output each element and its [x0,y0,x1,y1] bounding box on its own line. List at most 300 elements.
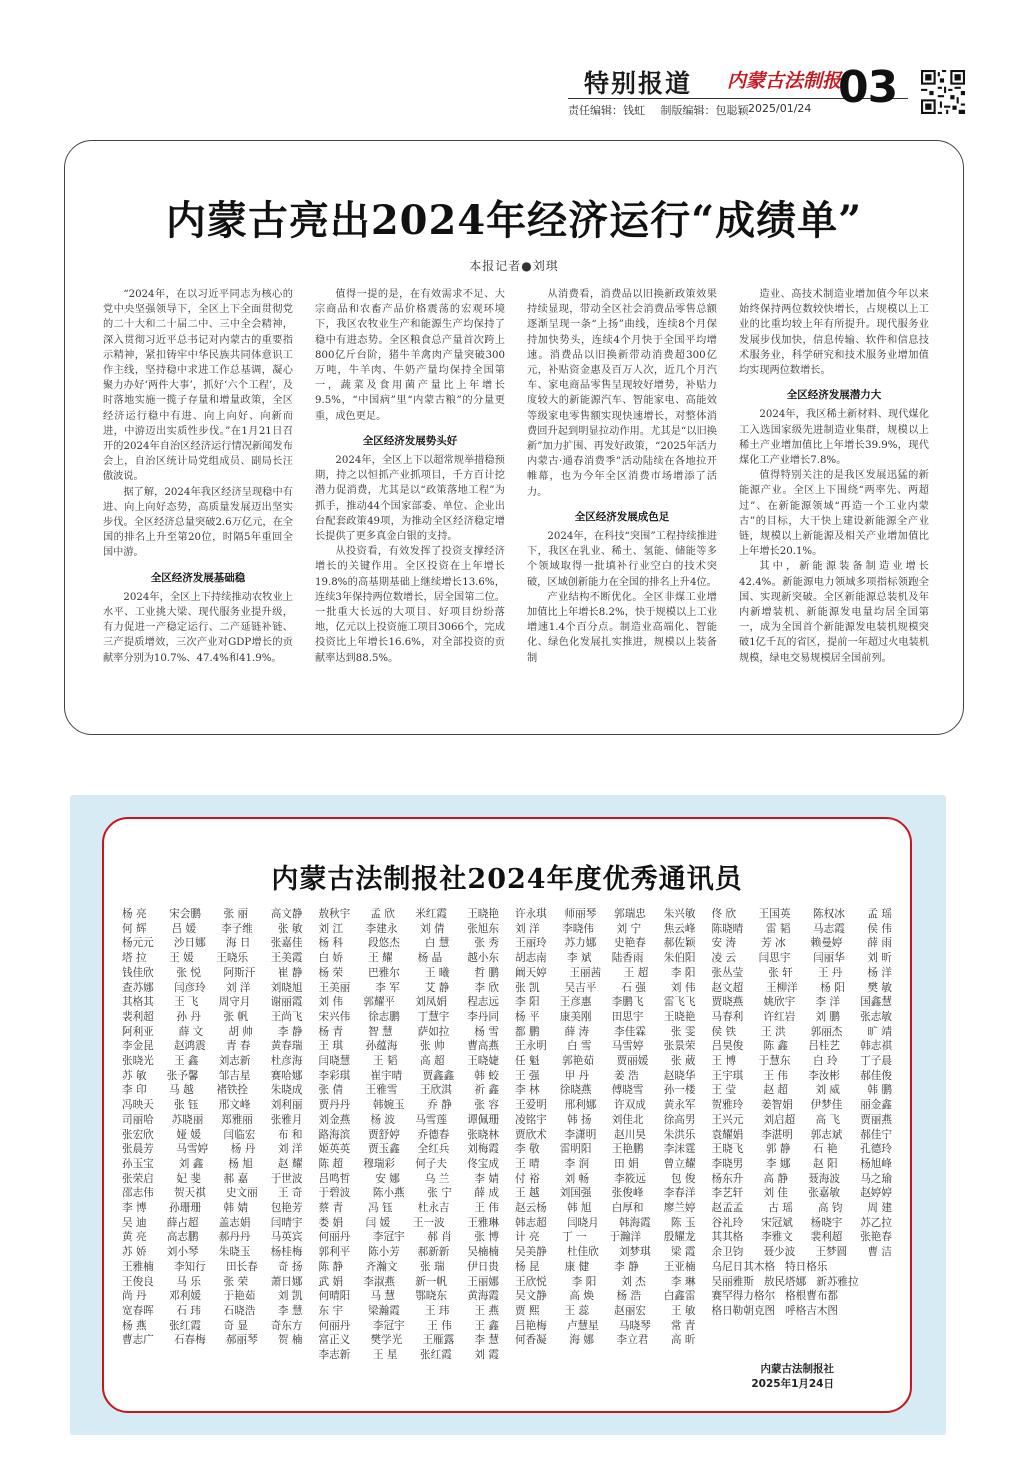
name-row [515,907,696,922]
correspondent-name: 张 雯 [670,1025,696,1038]
correspondent-name: 李冠宇 [372,1319,405,1332]
correspondent-name: 乔 静 [427,1099,452,1112]
correspondent-name: 石 艳 [813,1143,838,1156]
correspondent-name: 赵丽宏 [614,1304,646,1317]
correspondent-name: 刘 畅 [564,1172,590,1185]
page-masthead [0,0,1024,130]
name-row [712,1010,893,1025]
name-row [515,922,696,937]
name-row [319,936,500,951]
name-row [122,936,303,951]
correspondent-name: 于慧东 [758,1055,791,1068]
correspondent-name: 王丽玲 [515,937,547,950]
name-row [319,1245,500,1260]
name-row [712,966,893,981]
correspondent-name: 李丹同 [467,1010,499,1023]
name-row [319,1113,500,1128]
correspondent-name: 田长春 [225,1260,258,1273]
correspondent-name: 马志霞 [813,922,845,935]
correspondent-name: 王国英 [758,908,791,920]
article-column [527,287,717,717]
correspondent-name: 裴利超 [122,1010,154,1023]
correspondent-name: 赵晓华 [663,1069,696,1082]
name-row [319,1260,500,1275]
correspondent-name: 石 玮 [176,1304,201,1317]
correspondent-name: 白 娇 [318,952,344,965]
correspondent-name: 孙玉宝 [122,1157,154,1170]
correspondent-name: 赵川昊 [614,1128,646,1141]
correspondent-name: 徐志鹏 [368,1010,400,1023]
correspondent-name: 张 丽 [223,908,249,920]
name-row [319,1201,500,1216]
name-row [515,936,696,951]
article-paragraph: 据了解，2024年我区经济呈现稳中有进、向上向好态势，高质量发展迈出坚实步伐。全区经济总量突破2.6万亿元，在全国的排名上升至第20位，时隔5年重回全国中游。 [103,486,293,559]
correspondent-name: 李 阳 [515,996,540,1009]
name-row [515,1186,696,1201]
correspondent-name: 杨 亮 [122,908,147,920]
correspondent-name: 杨 雪 [474,1025,499,1038]
correspondent-name: 闫晴宇 [270,1216,303,1229]
name-row [712,1128,893,1143]
correspondent-name: 王雁露 [422,1334,455,1347]
correspondent-name: 杨 洋 [867,966,892,979]
correspondent-name: 张 瑞 [420,1260,445,1273]
correspondent-name: 李湛明 [761,1128,793,1141]
name-row [319,1319,500,1334]
correspondent-name: 包 俊 [670,1172,696,1185]
correspondent-name: 郝佳俊 [860,1069,892,1082]
newspaper-logo: 内蒙古法制报 [727,70,842,92]
name-row [122,981,303,996]
correspondent-name: 郝丽琴 [225,1334,258,1347]
name-row [319,1025,500,1040]
correspondent-name: 张 敏 [277,922,303,935]
correspondent-name: 王 曦 [424,966,450,979]
correspondent-name: 朱兴敏 [663,908,696,920]
correspondent-name: 聂海波 [808,1172,840,1185]
correspondent-name: 国鑫慧 [860,996,892,1009]
correspondent-name: 闫临宏 [223,1128,256,1141]
correspondent-name: 朱伯阳 [663,952,696,965]
correspondent-name: 陆香雨 [611,952,644,965]
correspondent-name: 宽春晖 [122,1304,154,1317]
correspondent-name: 李建永 [365,922,398,935]
correspondent-name: 刘 杰 [621,1275,646,1288]
correspondent-name: 韩 鹏 [867,1084,892,1097]
name-row [122,1069,303,1084]
correspondent-name: 贺雅玲 [711,1099,744,1112]
correspondent-name: 樊 敏 [867,981,892,994]
article-body [103,287,929,717]
correspondent-name: 余卫钧 [711,1246,744,1259]
correspondent-name: 刘 凯 [277,1290,303,1303]
correspondent-name: 田 娟 [614,1157,639,1170]
correspondent-name: 李 军 [375,981,400,994]
correspondent-name: 贺 楠 [277,1334,303,1347]
correspondent-name: 张晨芳 [122,1143,154,1156]
correspondent-name: 杨 旭 [228,1157,253,1170]
article-paragraph: 其中，新能源装备制造业增长42.4%。新能源电力领域多项指标领跑全国、实现新突破。全区新能源总装机及年内新增装机、新能源发电量均居全国第一，成为全国首个新能源发电装机规模突破1亿千瓦的省区，提前一年超过火电装机规模，绿电交易规模居全国前列。 [739,561,929,664]
correspondent-name: 廖兰婷 [663,1202,696,1215]
correspondent-name: 布 和 [277,1128,303,1141]
correspondent-name: 张予馨 [166,1069,199,1082]
honor-roll-panel [70,795,946,1435]
correspondent-name: 贾丹丹 [318,1099,351,1112]
correspondent-name: 王 蕊 [564,1304,590,1317]
correspondent-name: 王 奇 [277,1187,303,1200]
correspondent-name: 马英宾 [270,1231,303,1244]
name-column [515,907,696,1347]
correspondent-name: 格根曹布都 [785,1290,839,1303]
correspondent-name: 石春梅 [173,1334,206,1347]
correspondent-name: 王爱明 [515,1099,547,1112]
name-row [515,1319,696,1334]
correspondent-name: 马雪婷 [176,1143,209,1156]
correspondent-name: 姜智娟 [761,1099,793,1112]
correspondent-name: 王 耀 [368,952,393,965]
correspondent-name: 王梦圆 [815,1246,848,1259]
correspondent-name: 闫晓慧 [318,1055,351,1068]
correspondent-name: 任 魁 [515,1055,540,1068]
correspondent-name: 路海滨 [318,1128,351,1141]
correspondent-name: 郝新新 [417,1246,450,1259]
correspondent-name: 张红霞 [420,1349,452,1362]
correspondent-name: 新苏雅拉 [816,1275,859,1288]
name-row [712,1142,893,1157]
correspondent-name: 陈 超 [318,1157,344,1170]
correspondent-name: 赛哈娜 [270,1069,303,1082]
correspondent-name: 吴楠楠 [467,1246,499,1259]
correspondent-name: 宋兴伟 [318,1010,351,1023]
correspondent-name: 赛罕得力格尔 [711,1290,776,1303]
correspondent-name: 沙日娜 [173,937,206,950]
name-row [515,1054,696,1069]
article-paragraph: 造业、高技术制造业增加值今年以来始终保持两位数较快增长，占规模以上工业的比重均较上年有所提升。现代服务业发展步伐加快，信息传输、软件和信息技术服务业，科学研究和技术服务业增加值均实现两位数增长。 [739,289,929,377]
correspondent-name: 闫丽华 [813,952,845,965]
correspondent-name: 陈 静 [318,1260,344,1273]
correspondent-name: 赵鸿震 [173,1040,206,1053]
section-name: 特别报道 [584,69,693,98]
correspondent-name: 白厚和 [611,1202,644,1215]
correspondent-name: 张俊峰 [611,1187,644,1200]
correspondent-name: 吕昊俊 [711,1040,744,1053]
correspondent-name: 刘 江 [318,922,344,935]
correspondent-name: 高 超 [420,1055,445,1068]
correspondent-name: 王晓艳 [663,1010,696,1023]
correspondent-name: 格日勒朝克图 [711,1304,776,1317]
editor-credits [568,102,761,118]
name-row [319,1304,500,1319]
name-row [515,966,696,981]
name-row [319,1275,500,1290]
correspondent-name: 白 雪 [566,1040,592,1053]
correspondent-name: 李彩琪 [318,1069,351,1082]
correspondent-name: 王一波 [412,1216,445,1229]
name-row [515,1113,696,1128]
correspondent-name: 周守月 [218,996,251,1009]
correspondent-name: 吴丽雅斯 [711,1275,754,1288]
article-paragraph: 值得特别关注的是我区发展迅猛的新能源产业。全区上下围绕“两率先、两超过”、在新能源领域“再造一个工业内蒙古”的目标，大干快上建设新能源全产业链，规模以上新能源及相关产业增加值比上年增长20.1%。 [739,470,929,558]
name-row [712,907,893,922]
correspondent-name: 殷耀龙 [663,1231,696,1244]
correspondent-name: 赵文超 [711,981,744,994]
article-headline: 内蒙古亮出2024年经济运行“成绩单” [165,197,863,244]
name-row [122,1289,303,1304]
name-column [122,907,303,1347]
correspondent-name: 赵 阳 [813,1157,838,1170]
correspondent-name: 丁子晨 [860,1055,892,1068]
name-row [122,1333,303,1348]
correspondent-name: 刘 佳 [763,1187,789,1200]
correspondent-name: 计 亮 [515,1231,540,1244]
correspondent-name: 李艺轩 [711,1187,744,1200]
correspondent-name: 薛 雨 [867,937,892,950]
correspondent-name: 黄海霞 [467,1290,499,1303]
name-row [712,1098,893,1113]
correspondent-name: 李晓伟 [562,922,594,935]
name-row [515,1069,696,1084]
correspondent-name: 李汝彬 [808,1069,840,1082]
correspondent-name: 刘 昕 [867,952,892,965]
correspondent-name: 王欣悦 [515,1275,547,1288]
name-row [515,1245,696,1260]
correspondent-name: 王柳洋 [765,981,798,994]
name-row [712,1230,893,1245]
article-paragraph: 2024年，我区稀土新材料、现代煤化工入选国家级先进制造业集群，规模以上稀土产业增加值比上年增长39.9%，现代煤化工产业增长7.8%。 [739,409,929,467]
correspondent-name: 孟 瑶 [867,908,892,920]
correspondent-name: 朱晓成 [270,1084,303,1097]
correspondent-name: 李 慧 [277,1304,303,1317]
correspondent-name: 白鑫雷 [663,1290,696,1303]
correspondent-name: 马雪婷 [611,1040,644,1053]
correspondent-name: 史文丽 [225,1187,258,1200]
correspondent-name: 刘小琴 [166,1246,199,1259]
correspondent-name: 芳 冰 [761,937,786,950]
correspondent-name: 丁 一 [562,1231,587,1244]
name-row [319,1128,500,1143]
correspondent-name: 张 葳 [670,1055,696,1068]
correspondent-name: 陈晓晴 [711,922,744,935]
name-row [319,1230,500,1245]
correspondent-name: 古 瑶 [768,1202,793,1215]
correspondent-name: 郝佳宁 [860,1128,892,1141]
correspondent-name: 石 强 [621,981,646,994]
correspondent-name: 王晓飞 [711,1143,744,1156]
correspondent-name: 张 容 [474,1099,499,1112]
correspondent-name: 王 超 [623,966,649,979]
correspondent-name: 杜彦海 [270,1055,303,1068]
correspondent-name: 杨 青 [318,1025,344,1038]
correspondent-name: 冯 钰 [368,1202,393,1215]
correspondent-name: 贾鑫鑫 [422,1069,455,1082]
correspondent-name: 赖曼婷 [810,937,843,950]
name-row [122,1260,303,1275]
correspondent-name: 孙一楼 [663,1084,696,1097]
correspondent-name: 穆瑞彩 [363,1157,396,1170]
name-row [515,951,696,966]
correspondent-name: 何丽丹 [318,1231,351,1244]
correspondent-name: 薛 成 [474,1187,499,1200]
correspondent-name: 吴吉平 [564,981,597,994]
correspondent-name: 闫晓月 [566,1216,599,1229]
correspondent-name: 闫彦玲 [173,981,206,994]
correspondent-name: 刘晓旭 [270,981,303,994]
correspondent-name: 刘 洋 [515,922,540,935]
correspondent-name: 韩志祺 [860,1040,892,1053]
correspondent-name: 郝 肖 [427,1231,452,1244]
correspondent-name: 佟 欣 [711,908,737,920]
name-row [319,1039,500,1054]
correspondent-name: 王 伟 [763,1069,789,1082]
correspondent-name: 杜佳欣 [566,1246,599,1259]
correspondent-name: 李 斌 [566,952,592,965]
correspondent-name: 李 阳 [670,966,696,979]
correspondent-name: 佟宝成 [467,1157,499,1170]
correspondent-name: 郭丽杰 [810,1025,843,1038]
correspondent-name: 吴 迪 [122,1216,147,1229]
correspondent-name: 刘 伟 [318,996,344,1009]
correspondent-name: 吕 媛 [171,922,197,935]
correspondent-name: 郝 嘉 [223,1172,249,1185]
correspondent-name: 苏 娇 [122,1246,147,1259]
correspondent-name: 王晓乐 [216,952,249,965]
correspondent-name: 何晴阳 [318,1290,351,1303]
correspondent-name: 贾欣术 [515,1128,547,1141]
correspondent-name: 张志敏 [860,1010,892,1023]
correspondent-name: 何香凝 [515,1334,547,1347]
correspondent-name: 邵志伟 [122,1187,154,1200]
name-row [515,1039,696,1054]
correspondent-name: 贾 熙 [515,1304,540,1317]
correspondent-name: 雷 韬 [765,922,791,935]
correspondent-name: 王 鑫 [474,1319,499,1332]
name-row [122,1010,303,1025]
correspondent-name: 张 倩 [318,1084,344,1097]
correspondent-name: 周 建 [867,1202,892,1215]
name-row [319,1069,500,1084]
correspondent-name: 李知行 [173,1260,206,1273]
name-row [712,1289,893,1304]
correspondent-name: 袁耀娟 [711,1128,744,1141]
name-column [318,907,500,1362]
correspondent-name: 王晓艳 [467,908,499,920]
correspondent-name: 邹吉星 [218,1069,251,1082]
correspondent-name: 常 青 [670,1319,696,1332]
correspondent-name: 王 越 [515,1187,540,1200]
correspondent-name: 阿利亚 [122,1025,154,1038]
article-paragraph: 产业结构不断优化。全区非煤工业增加值比上年增长8.2%，快于规模以上工业增速1.4个百分点。制造业高端化、智能化、绿色化发展扎实推进，规模以上装备制 [527,591,717,664]
correspondent-name: 薛占超 [166,1216,199,1229]
name-column [712,907,893,1347]
correspondent-name: 奇 扬 [277,1260,303,1273]
correspondent-name: 刘凤娟 [415,996,447,1009]
correspondent-name: 崔宇晴 [370,1069,403,1082]
correspondent-name: 曹高燕 [467,1040,499,1053]
name-row [319,995,500,1010]
correspondent-name: 李 静 [614,1260,639,1273]
correspondent-name: 凌 云 [711,952,737,965]
name-row [319,1054,500,1069]
correspondent-name: 齐瀚文 [365,1260,398,1273]
name-row [319,966,500,981]
correspondent-name: 张丛莹 [711,966,744,979]
correspondent-name: 钱佳欣 [122,966,154,979]
name-row [122,1025,303,1040]
correspondent-name: 曹 洁 [867,1246,892,1259]
correspondent-name: 苏 敏 [122,1069,147,1082]
correspondent-name: 阚天婷 [515,966,547,979]
correspondent-name: 王美霞 [270,952,303,965]
correspondent-name: 樊学光 [370,1334,403,1347]
correspondent-name: 王 强 [515,1069,540,1082]
correspondent-name: 王雅楠 [122,1260,154,1273]
correspondent-name: 乔德春 [417,1128,450,1141]
article-paragraph: 2024年，在科技“突围”工程持续推进下，我区在乳业、稀土、氢能、储能等多个领域取得一批填补行业空白的技术突破，区域创新能力在全国的排名上升4位。 [527,531,717,588]
correspondent-name: 王 鑫 [173,1055,199,1068]
correspondent-name: 康美刚 [559,1010,592,1023]
correspondent-name: 许永琪 [515,908,547,920]
correspondent-name: 黄 亮 [122,1231,147,1244]
correspondent-name: 姜 浩 [614,1069,639,1082]
name-row [515,1098,696,1113]
correspondent-name: 张晓林 [467,1128,499,1141]
correspondent-name: 王 洪 [761,1025,786,1038]
name-row [122,1230,303,1245]
name-row [515,995,696,1010]
correspondent-name: 乌 兰 [424,1172,450,1185]
correspondent-name: 奇 显 [223,1319,249,1332]
correspondent-name: 尚 丹 [122,1290,147,1303]
correspondent-name: 蔡 青 [318,1202,344,1215]
correspondent-name: 吴美静 [515,1246,547,1259]
honor-roll-signature [751,1362,834,1392]
name-row [712,1260,893,1275]
correspondent-name: 白 慧 [424,937,450,950]
correspondent-name: 杨桂梅 [270,1246,303,1259]
name-row [122,1098,303,1113]
name-row [515,1201,696,1216]
correspondent-name: 谢丽霞 [270,996,303,1009]
correspondent-name: 奇东方 [270,1319,303,1332]
correspondent-name: 赵孟孟 [711,1202,744,1215]
correspondent-name: 王雅琳 [467,1216,499,1229]
correspondent-name: 杨 浩 [616,1290,642,1303]
honor-roll-title: 内蒙古法制报社2024年度优秀通讯员 [271,864,743,895]
correspondent-name: 郝佐颖 [663,937,696,950]
name-row [712,981,893,996]
name-row [319,1348,500,1363]
editor-credit: 责任编辑：钱虹 [568,104,645,117]
name-row [515,1333,696,1348]
correspondent-name: 焦云峰 [663,922,696,935]
correspondent-name: 傅晓雪 [611,1084,644,1097]
correspondent-name: 李 欣 [474,981,499,994]
name-row [515,1083,696,1098]
name-row [712,1275,893,1290]
correspondent-name: 杨旭峰 [860,1157,892,1170]
correspondent-name: 何子夫 [415,1157,447,1170]
name-row [515,1260,696,1275]
correspondent-name: 李 印 [122,1084,147,1097]
correspondent-name: 郝丹丹 [218,1231,251,1244]
correspondent-name: 杨晓宇 [810,1216,843,1229]
correspondent-name: 闫 媛 [365,1216,391,1229]
correspondent-name: 阿斯汗 [223,966,256,979]
correspondent-name: 张嘉敏 [808,1187,840,1200]
article-paragraph: 从消费看，消费品以旧换新政策效果持续显现，带动全区社会消费品零售总额逐渐呈现一条“上扬”曲线，连续8个月保持加快势头，连续4个月快于全国平均增速。消费品以旧换新带动消费超300亿元，补贴资金惠及百万人次，近几个月汽车、家电商品零售呈现较好增势，补贴力度较大的新能源汽车、智能家电、高能效等级家电零售额实现快速增长，对整体消费回升起到明显拉动作用。尤其是“以旧换新”加力扩围、再发好政策，“2025年活力内蒙古·通春消费季”活动陆续在各地拉开帷幕，也为今年全区消费市场增添了活力。 [527,289,717,498]
correspondent-name: 马雪莲 [415,1113,447,1126]
correspondent-name: 马之瑜 [860,1172,892,1185]
